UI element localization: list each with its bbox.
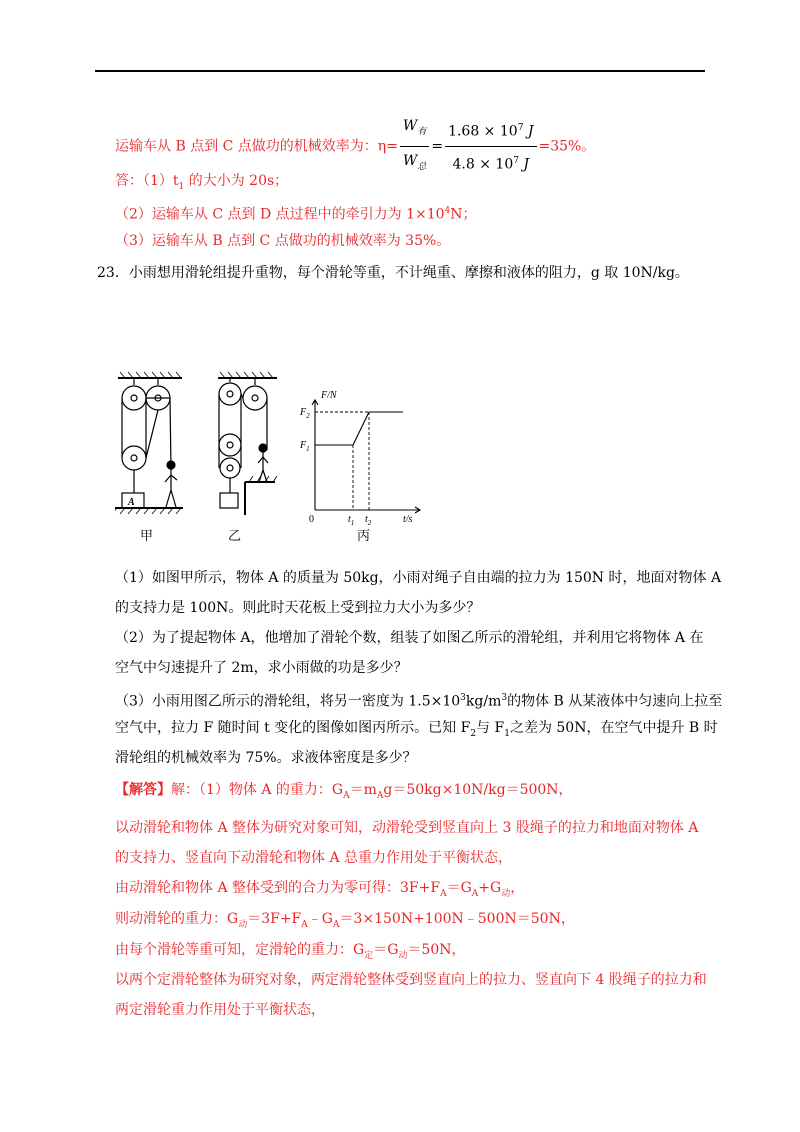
object-a-label: A [128,497,135,508]
answer-line-3: （3）运输车从 B 点到 C 点做功的机械效率为 35%。 [115,233,451,249]
graph-f1-label: $F_1$ [300,440,310,453]
graph-x-axis-label: t/s [403,514,413,525]
answer-line-1: 答：$(1)t_1$ 的大小为 20s； [115,173,289,192]
solution-line-5: 则动滑轮的重力：$G_动=3F+F_A﹣G_A=3\times 150N+100N﹣500N=50N$， [115,911,575,930]
question-3-line-3: 滑轮组的机械效率为 75%。求液体密度是多少？ [115,750,417,766]
force-time-graph [312,400,420,513]
header-rule [95,70,705,72]
question-3-line-2: 空气中，拉力 F 随时间 t 变化的图像如图丙所示。已知 $F_2$与 $F_1$之差为 50N，在空气中提升 B 时 [115,720,718,739]
figure-label-yi: 乙 [228,529,242,544]
question-1-line-1: （1）如图甲所示，物体 A 的质量为 50kg，小雨对绳子自由端的拉力为 150N 时，地面对物体 A [115,570,722,586]
solution-line-4: 由动滑轮和物体 A 整体受到的合力为零可得：$3F+F_A=G_A+G_动$， [115,880,525,899]
graph-t1-label: $t_1$ [348,514,355,527]
graph-t2-label: $t_2$ [365,514,372,527]
solution-line-7: 以两个定滑轮整体为研究对象，两定滑轮整体受到竖直向上的拉力、竖直向下 4 股绳子的拉力和 [115,972,707,988]
graph-y-axis-label: F/N [321,390,337,401]
question-1-line-2: 的支持力是 100N。则此时天花板上受到拉力大小为多少？ [115,600,481,616]
figure-label-bing: 丙 [357,529,371,544]
answer-line-2: （2）运输车从 C 点到 D 点过程中的牵引力为 $1\times 10^4N$； [115,206,477,223]
graph-origin: 0 [309,514,314,525]
pulley-diagram-jia [115,372,183,514]
problem-stem: 23．小雨想用滑轮组提升重物，每个滑轮等重，不计绳重、摩擦和液体的阻力，g 取 10N/kg。 [97,265,689,281]
pulley-diagram-yi [218,372,277,515]
question-2-line-1: （2）为了提起物体 A，他增加了滑轮个数，组装了如图乙所示的滑轮组，并利用它将物体 A 在 [115,630,704,646]
efficiency-formula: 运输车从 B 点到 C 点做功的机械效率为：η= $\frac{W_有}{W_总}$ = $\frac{1.68 \times 10^7 J}{4.8 \times 10^7 J}$ =35%。 [115,112,595,181]
solution-line-3: 的支持力、竖直向下动滑轮和物体 A 总重力作用处于平衡状态， [115,850,513,866]
solution-line-1: 【解答】解：（1）物体 A 的重力：$G_A=m_Ag=50kg\times 10N/kg=500N$， [115,782,573,801]
solution-line-6: 由每个滑轮等重可知，定滑轮的重力：$G_定=G_动=50N$， [115,942,466,961]
question-3-line-1: （3）小雨用图乙所示的滑轮组，将另一密度为 $1.5\times 10^3kg/m^3$的物体 B 从某液体中匀速向上拉至 [115,693,723,710]
question-2-line-2: 空气中匀速提升了 2m，求小雨做的功是多少？ [115,660,408,676]
solution-line-8: 两定滑轮重力作用处于平衡状态， [115,1002,325,1018]
graph-f2-label: $F_2$ [300,407,310,420]
solution-tag: 【解答】 [115,782,171,798]
problem-figure [115,370,445,554]
figure-label-jia: 甲 [140,529,154,544]
solution-line-2: 以动滑轮和物体 A 整体为研究对象可知，动滑轮受到竖直向上 3 股绳子的拉力和地面对物体 A [115,820,699,836]
